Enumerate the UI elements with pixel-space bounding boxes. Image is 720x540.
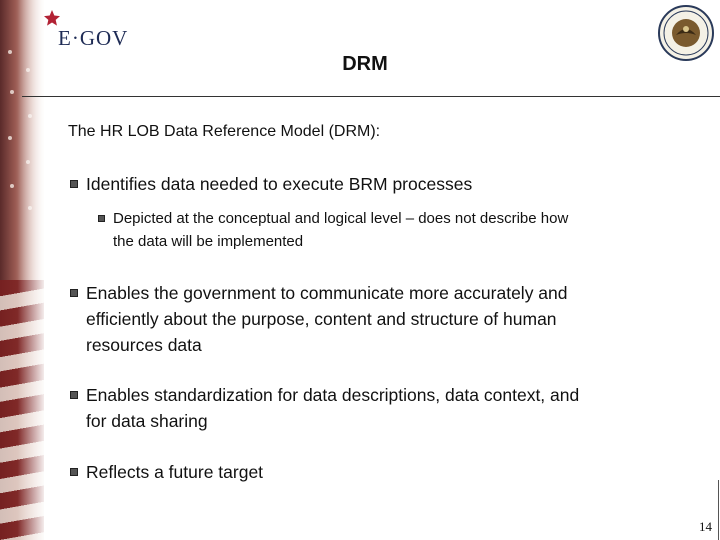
bullet-square-icon <box>98 215 105 222</box>
intro-text: The HR LOB Data Reference Model (DRM): <box>68 123 381 140</box>
government-seal-icon <box>658 5 714 61</box>
star-icon <box>44 10 60 26</box>
bullet-square-icon <box>70 468 78 476</box>
slide-title: DRM <box>342 53 388 75</box>
logo-text: E·GOV <box>58 26 129 50</box>
page-number: 14 <box>699 519 712 534</box>
bullet-square-icon <box>70 391 78 399</box>
title-divider <box>22 96 720 97</box>
frame-line <box>718 480 719 540</box>
bullet-item: Enables the government to communicate more accurately and efficiently about the purpose, content and structure of human resources data <box>86 280 568 358</box>
egov-logo <box>44 10 134 50</box>
bullet-square-icon <box>70 180 78 188</box>
bullet-square-icon <box>70 289 78 297</box>
bullet-item: Enables standardization for data descriptions, data context, and for data sharing <box>86 382 579 434</box>
sub-bullet-item: Depicted at the conceptual and logical level – does not describe how the data will be implemented <box>113 207 568 253</box>
bullet-item: Reflects a future target <box>86 459 263 485</box>
bullet-item: Identifies data needed to execute BRM processes <box>86 171 472 197</box>
flag-decoration <box>0 0 44 540</box>
